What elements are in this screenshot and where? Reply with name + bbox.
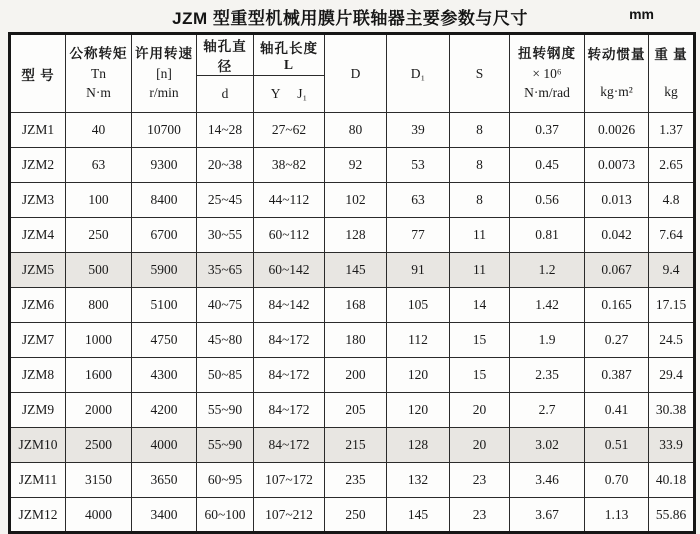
D1-cell: 39 — [387, 113, 450, 148]
inertia-cell: 0.042 — [585, 218, 649, 253]
table-row — [10, 323, 695, 358]
header-bore-length-label: 轴孔长度 L — [260, 41, 318, 72]
table-row — [10, 463, 695, 498]
D1-cell: 128 — [387, 428, 450, 463]
inertia-cell: 0.41 — [585, 393, 649, 428]
inertia-cell: 0.0026 — [585, 113, 649, 148]
header-bore-length — [254, 34, 325, 76]
weight-cell: 24.5 — [649, 323, 695, 358]
S-cell: 23 — [450, 498, 510, 533]
inertia-cell: 1.13 — [585, 498, 649, 533]
S-cell: 14 — [450, 288, 510, 323]
S-cell: 23 — [450, 463, 510, 498]
model-cell: JZM4 — [10, 218, 66, 253]
torque-cell: 1600 — [66, 358, 132, 393]
bore-diameter-cell: 25~45 — [197, 183, 254, 218]
table-row — [10, 393, 695, 428]
D1-cell: 105 — [387, 288, 450, 323]
D-cell: 215 — [325, 428, 387, 463]
table-body — [10, 113, 695, 533]
torque-cell: 800 — [66, 288, 132, 323]
bore-length-cell: 107~212 — [254, 498, 325, 533]
weight-cell: 9.4 — [649, 253, 695, 288]
header-weight-unit: kg — [664, 83, 678, 99]
table-row — [10, 428, 695, 463]
header-torque — [66, 34, 132, 113]
table-header — [10, 34, 695, 113]
bore-length-cell: 38~82 — [254, 148, 325, 183]
torque-cell: 250 — [66, 218, 132, 253]
S-cell: 20 — [450, 428, 510, 463]
header-torque-symbol: Tn — [91, 65, 106, 81]
bore-length-cell: 107~172 — [254, 463, 325, 498]
speed-cell: 9300 — [132, 148, 197, 183]
D-cell: 128 — [325, 218, 387, 253]
torque-cell: 2500 — [66, 428, 132, 463]
unit-label: mm — [629, 6, 654, 22]
table-row — [10, 218, 695, 253]
D1-cell: 63 — [387, 183, 450, 218]
model-cell: JZM3 — [10, 183, 66, 218]
header-D — [325, 34, 387, 113]
D1-cell: 120 — [387, 358, 450, 393]
stiffness-cell: 2.35 — [510, 358, 585, 393]
stiffness-cell: 0.81 — [510, 218, 585, 253]
D-cell: 102 — [325, 183, 387, 218]
D1-cell: 132 — [387, 463, 450, 498]
inertia-cell: 0.013 — [585, 183, 649, 218]
table-row — [10, 148, 695, 183]
speed-cell: 3400 — [132, 498, 197, 533]
header-bore-diameter-sub — [197, 76, 254, 113]
speed-cell: 5900 — [132, 253, 197, 288]
torque-cell: 4000 — [66, 498, 132, 533]
header-inertia-unit: kg·m² — [600, 83, 633, 99]
header-Y-symbol: Y — [270, 86, 281, 101]
speed-cell: 3650 — [132, 463, 197, 498]
header-weight — [649, 34, 695, 113]
bore-length-cell: 84~142 — [254, 288, 325, 323]
header-D1-label: D₁ — [410, 65, 426, 81]
header-model — [10, 34, 66, 113]
D-cell: 92 — [325, 148, 387, 183]
inertia-cell: 0.165 — [585, 288, 649, 323]
stiffness-cell: 1.9 — [510, 323, 585, 358]
D1-cell: 53 — [387, 148, 450, 183]
S-cell: 8 — [450, 148, 510, 183]
stiffness-cell: 2.7 — [510, 393, 585, 428]
header-row-top — [10, 34, 695, 76]
weight-cell: 29.4 — [649, 358, 695, 393]
weight-cell: 1.37 — [649, 113, 695, 148]
table-row — [10, 253, 695, 288]
header-stiffness-cn: 扭转钢度 — [518, 46, 576, 62]
header-torque-unit: N·m — [86, 85, 111, 101]
bore-length-cell: 60~112 — [254, 218, 325, 253]
bore-diameter-cell: 14~28 — [197, 113, 254, 148]
model-cell: JZM8 — [10, 358, 66, 393]
speed-cell: 4200 — [132, 393, 197, 428]
table-row — [10, 498, 695, 533]
bore-length-cell: 84~172 — [254, 393, 325, 428]
S-cell: 11 — [450, 253, 510, 288]
torque-cell: 63 — [66, 148, 132, 183]
speed-cell: 6700 — [132, 218, 197, 253]
stiffness-cell: 0.37 — [510, 113, 585, 148]
header-S — [450, 34, 510, 113]
parameters-table-container — [8, 32, 693, 521]
torque-cell: 1000 — [66, 323, 132, 358]
bore-length-cell: 44~112 — [254, 183, 325, 218]
model-cell: JZM9 — [10, 393, 66, 428]
inertia-cell: 0.70 — [585, 463, 649, 498]
table-row — [10, 183, 695, 218]
bore-diameter-cell: 40~75 — [197, 288, 254, 323]
header-speed — [132, 34, 197, 113]
header-D-label: D — [350, 65, 361, 81]
speed-cell: 8400 — [132, 183, 197, 218]
D-cell: 250 — [325, 498, 387, 533]
stiffness-cell: 1.42 — [510, 288, 585, 323]
D-cell: 200 — [325, 358, 387, 393]
D1-cell: 77 — [387, 218, 450, 253]
inertia-cell: 0.0073 — [585, 148, 649, 183]
S-cell: 20 — [450, 393, 510, 428]
table-row — [10, 358, 695, 393]
bore-length-cell: 60~142 — [254, 253, 325, 288]
weight-cell: 7.64 — [649, 218, 695, 253]
stiffness-cell: 3.67 — [510, 498, 585, 533]
S-cell: 15 — [450, 323, 510, 358]
header-stiffness-factor: × 10⁶ — [532, 65, 562, 81]
model-cell: JZM2 — [10, 148, 66, 183]
speed-cell: 4750 — [132, 323, 197, 358]
speed-cell: 4000 — [132, 428, 197, 463]
D1-cell: 91 — [387, 253, 450, 288]
page-title: JZM 型重型机械用膜片联轴器主要参数与尺寸 — [172, 9, 528, 28]
stiffness-cell: 3.46 — [510, 463, 585, 498]
torque-cell: 100 — [66, 183, 132, 218]
model-cell: JZM1 — [10, 113, 66, 148]
stiffness-cell: 0.56 — [510, 183, 585, 218]
D-cell: 145 — [325, 253, 387, 288]
bore-diameter-cell: 50~85 — [197, 358, 254, 393]
D1-cell: 145 — [387, 498, 450, 533]
header-bore-length-sub — [254, 76, 325, 113]
speed-cell: 5100 — [132, 288, 197, 323]
model-cell: JZM6 — [10, 288, 66, 323]
bore-diameter-cell: 55~90 — [197, 393, 254, 428]
table-row — [10, 288, 695, 323]
header-bore-diameter — [197, 34, 254, 76]
D1-cell: 120 — [387, 393, 450, 428]
inertia-cell: 0.387 — [585, 358, 649, 393]
weight-cell: 2.65 — [649, 148, 695, 183]
bore-diameter-cell: 30~55 — [197, 218, 254, 253]
model-cell: JZM11 — [10, 463, 66, 498]
weight-cell: 40.18 — [649, 463, 695, 498]
torque-cell: 500 — [66, 253, 132, 288]
bore-diameter-cell: 60~95 — [197, 463, 254, 498]
S-cell: 8 — [450, 113, 510, 148]
model-cell: JZM7 — [10, 323, 66, 358]
torque-cell: 3150 — [66, 463, 132, 498]
inertia-cell: 0.51 — [585, 428, 649, 463]
inertia-cell: 0.27 — [585, 323, 649, 358]
torque-cell: 40 — [66, 113, 132, 148]
stiffness-cell: 0.45 — [510, 148, 585, 183]
bore-length-cell: 84~172 — [254, 428, 325, 463]
D-cell: 180 — [325, 323, 387, 358]
header-speed-unit: r/min — [149, 85, 179, 101]
bore-diameter-cell: 35~65 — [197, 253, 254, 288]
stiffness-cell: 1.2 — [510, 253, 585, 288]
header-inertia-cn: 转动惯量 — [587, 46, 646, 62]
speed-cell: 10700 — [132, 113, 197, 148]
bore-diameter-cell: 45~80 — [197, 323, 254, 358]
header-stiffness-unit: N·m/rad — [524, 85, 570, 101]
header-S-label: S — [475, 65, 484, 81]
stiffness-cell: 3.02 — [510, 428, 585, 463]
S-cell: 8 — [450, 183, 510, 218]
D-cell: 235 — [325, 463, 387, 498]
bore-diameter-cell: 55~90 — [197, 428, 254, 463]
model-cell: JZM10 — [10, 428, 66, 463]
model-cell: JZM12 — [10, 498, 66, 533]
model-cell: JZM5 — [10, 253, 66, 288]
header-d-symbol: d — [221, 86, 229, 101]
torque-cell: 2000 — [66, 393, 132, 428]
bore-diameter-cell: 60~100 — [197, 498, 254, 533]
header-J1-symbol: J₁ — [297, 86, 308, 101]
weight-cell: 55.86 — [649, 498, 695, 533]
header-torque-cn: 公称转矩 — [69, 46, 128, 62]
parameters-table — [8, 32, 696, 534]
bore-length-cell: 27~62 — [254, 113, 325, 148]
weight-cell: 4.8 — [649, 183, 695, 218]
bore-diameter-cell: 20~38 — [197, 148, 254, 183]
weight-cell: 33.9 — [649, 428, 695, 463]
header-speed-symbol: [n] — [156, 65, 172, 81]
D-cell: 205 — [325, 393, 387, 428]
bore-length-cell: 84~172 — [254, 358, 325, 393]
S-cell: 15 — [450, 358, 510, 393]
bore-length-cell: 84~172 — [254, 323, 325, 358]
speed-cell: 4300 — [132, 358, 197, 393]
inertia-cell: 0.067 — [585, 253, 649, 288]
title-bar — [0, 4, 700, 30]
table-row — [10, 113, 695, 148]
header-stiffness — [510, 34, 585, 113]
weight-cell: 17.15 — [649, 288, 695, 323]
header-inertia — [585, 34, 649, 113]
header-bore-diameter-label: 轴孔直径 — [203, 39, 247, 74]
D-cell: 168 — [325, 288, 387, 323]
S-cell: 11 — [450, 218, 510, 253]
header-model-label: 型 号 — [21, 67, 55, 83]
header-D1 — [387, 34, 450, 113]
D1-cell: 112 — [387, 323, 450, 358]
weight-cell: 30.38 — [649, 393, 695, 428]
header-speed-cn: 许用转速 — [135, 46, 193, 62]
D-cell: 80 — [325, 113, 387, 148]
header-weight-cn: 重 量 — [654, 46, 688, 62]
